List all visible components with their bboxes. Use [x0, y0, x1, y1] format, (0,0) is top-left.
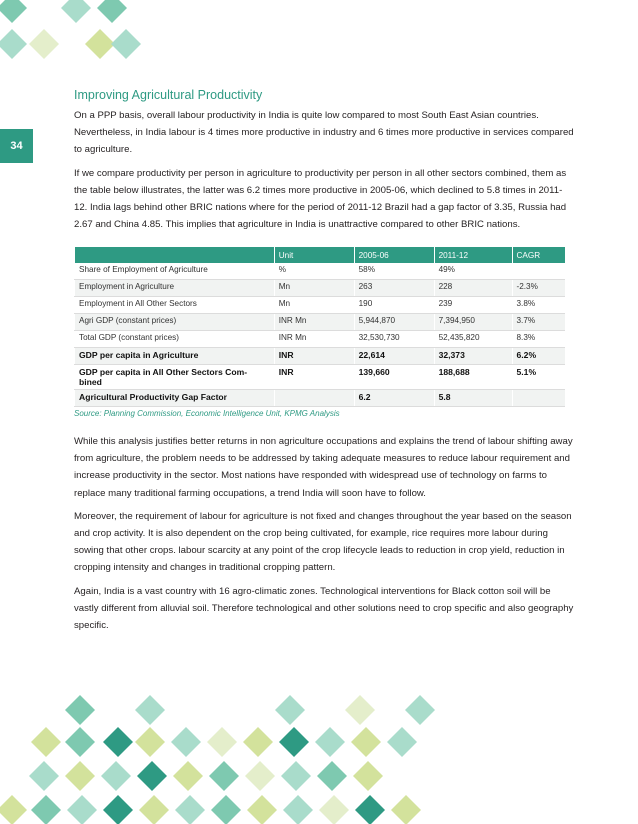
decorative-diamond [137, 761, 167, 791]
table-cell: 6.2 [354, 390, 434, 407]
decorative-diamond [351, 727, 381, 757]
decorative-diamond [0, 795, 27, 824]
table-header-row [75, 247, 566, 263]
table-row [75, 297, 566, 314]
top-text-section [74, 88, 574, 239]
table-cell: Agricultural Productivity Gap Factor [75, 390, 275, 407]
table-cell: Employment in Agriculture [75, 280, 275, 297]
decorative-diamond [103, 727, 133, 757]
table-cell: INR Mn [274, 331, 354, 348]
page-number-tab [0, 129, 33, 163]
decorative-diamond [247, 795, 277, 824]
decorative-diamond [0, 0, 27, 23]
decorative-diamond [391, 795, 421, 824]
table-cell: -2.3% [512, 280, 565, 297]
table-cell: Mn [274, 280, 354, 297]
table-cell: 7,394,950 [434, 314, 512, 331]
table-header-cell: CAGR [512, 247, 565, 263]
paragraph-2: If we compare productivity per person in agriculture to productivity per person in all other sectors combined, them as the table below illustrates, the latter was 6.2 times more productive in 2005-06, which declined to 5.8 times in 2011-12. India lags behind other BRIC nations where for the period of 2011-12 Brazil had a gap factor of 3.35, Russia had 2.67 and China 4.85. This implies that agriculture in India is unattractive compared to other BRIC nations. [74, 167, 567, 231]
decorative-diamond [61, 0, 91, 23]
table-cell: 263 [354, 280, 434, 297]
decorative-diamond [245, 761, 275, 791]
paragraph-4: Moreover, the requirement of labour for agriculture is not fixed and changes throughout the year based on the season and crop activity. It is also dependent on the crop being cultivated, for example, rice requires more labour during sowing that other crops. labour scarcity at any point of the crop lifecycle leads to reduction in crop yield, reduction in cropping intensity and changes in traditional cropping pattern. [74, 510, 572, 574]
table-cell: INR Mn [274, 314, 354, 331]
table-cell: INR [274, 348, 354, 365]
decorative-diamond [283, 795, 313, 824]
table-header-cell: 2011-12 [434, 247, 512, 263]
table-source-note: Source: Planning Commission, Economic Intelligence Unit, KPMG Analysis [74, 409, 340, 418]
table-cell: 58% [354, 263, 434, 280]
table-cell: 188,688 [434, 365, 512, 390]
decorative-diamond [103, 795, 133, 824]
decorative-diamond [353, 761, 383, 791]
table-cell: 6.2% [512, 348, 565, 365]
decorative-diamond [317, 761, 347, 791]
table-cell: 190 [354, 297, 434, 314]
decorative-diamond [175, 795, 205, 824]
productivity-table-wrapper [74, 247, 565, 418]
table-cell: Share of Employment of Agriculture [75, 263, 275, 280]
decorative-diamond [387, 727, 417, 757]
decorative-diamond [0, 29, 27, 59]
table-cell: 5.8 [434, 390, 512, 407]
decorative-diamond [101, 761, 131, 791]
table-row [75, 263, 566, 280]
table-cell: 49% [434, 263, 512, 280]
decorative-diamond [279, 727, 309, 757]
decorative-diamond [355, 795, 385, 824]
table-cell: 32,530,730 [354, 331, 434, 348]
decorative-diamond [319, 795, 349, 824]
decorative-diamond [29, 29, 59, 59]
table-row [75, 280, 566, 297]
decorative-diamond [281, 761, 311, 791]
decorative-diamond [67, 795, 97, 824]
decorative-diamond [65, 695, 95, 725]
table-header-cell: Unit [274, 247, 354, 263]
table-cell: 228 [434, 280, 512, 297]
table-cell: Agri GDP (constant prices) [75, 314, 275, 331]
table-cell: 52,435,820 [434, 331, 512, 348]
table-cell [274, 390, 354, 407]
table-cell: % [274, 263, 354, 280]
decorative-diamond [65, 761, 95, 791]
table-row [75, 314, 566, 331]
decorative-diamond [171, 727, 201, 757]
decorative-diamond [135, 695, 165, 725]
table-header-cell [75, 247, 275, 263]
table-row [75, 331, 566, 348]
table-cell: 5.1% [512, 365, 565, 390]
decorative-diamond [243, 727, 273, 757]
table-cell: Total GDP (constant prices) [75, 331, 275, 348]
section-heading: Improving Agricultural Productivity [74, 88, 263, 102]
table-cell: 22,614 [354, 348, 434, 365]
table-cell: INR [274, 365, 354, 390]
decorative-diamond [29, 761, 59, 791]
table-cell: 139,660 [354, 365, 434, 390]
table-cell: 32,373 [434, 348, 512, 365]
table-cell [512, 390, 565, 407]
table-cell: 8.3% [512, 331, 565, 348]
decorative-diamond [211, 795, 241, 824]
bottom-text-section [74, 433, 574, 640]
decorative-diamond [405, 695, 435, 725]
table-row [75, 348, 566, 365]
table-cell: GDP per capita in Agriculture [75, 348, 275, 365]
decorative-diamond [97, 0, 127, 23]
decorative-diamond [111, 29, 141, 59]
decorative-diamond [135, 727, 165, 757]
decorative-diamond [345, 695, 375, 725]
table-header-cell: 2005-06 [354, 247, 434, 263]
table-cell: 3.8% [512, 297, 565, 314]
table-cell: 3.7% [512, 314, 565, 331]
decorative-diamond [31, 795, 61, 824]
table-row [75, 365, 566, 390]
paragraph-5: Again, India is a vast country with 16 agro-climatic zones. Technological interventions for Black cotton soil will be vastly different from alluvial soil. Therefore technological and other solutions need to crop specific and also geography specific. [74, 585, 574, 632]
table-cell: 5,944,870 [354, 314, 434, 331]
table-cell: GDP per capita in All Other Sectors Com-bined [75, 365, 275, 390]
decorative-diamond [31, 727, 61, 757]
decorative-diamond [173, 761, 203, 791]
decorative-diamond [207, 727, 237, 757]
paragraph-3: While this analysis justifies better returns in non agriculture occupations and explains the trend of labour shifting away from agriculture, the problem needs to be addressed by taking adequate measures to reduce labour requirement and increase productivity in the sector. Most nations have responded with widespread use of technology on farms to replace many traditional farming occupations, a trend India will soon have to follow. [74, 436, 573, 499]
decorative-diamond [65, 727, 95, 757]
table-row [75, 390, 566, 407]
table-cell: Employment in All Other Sectors [75, 297, 275, 314]
page-number: 34 [10, 140, 23, 152]
decorative-diamond [315, 727, 345, 757]
decorative-diamond [139, 795, 169, 824]
decorative-diamond [275, 695, 305, 725]
table-cell: Mn [274, 297, 354, 314]
paragraph-1: On a PPP basis, overall labour productivity in India is quite low compared to most South East Asian countries. Nevertheless, in India labour is 4 times more productive in industry and 6 times more productive in services compared to agriculture. [74, 110, 574, 156]
table-cell [512, 263, 565, 280]
productivity-table [74, 247, 565, 407]
table-cell: 239 [434, 297, 512, 314]
decorative-diamond [85, 29, 115, 59]
decorative-diamond [209, 761, 239, 791]
